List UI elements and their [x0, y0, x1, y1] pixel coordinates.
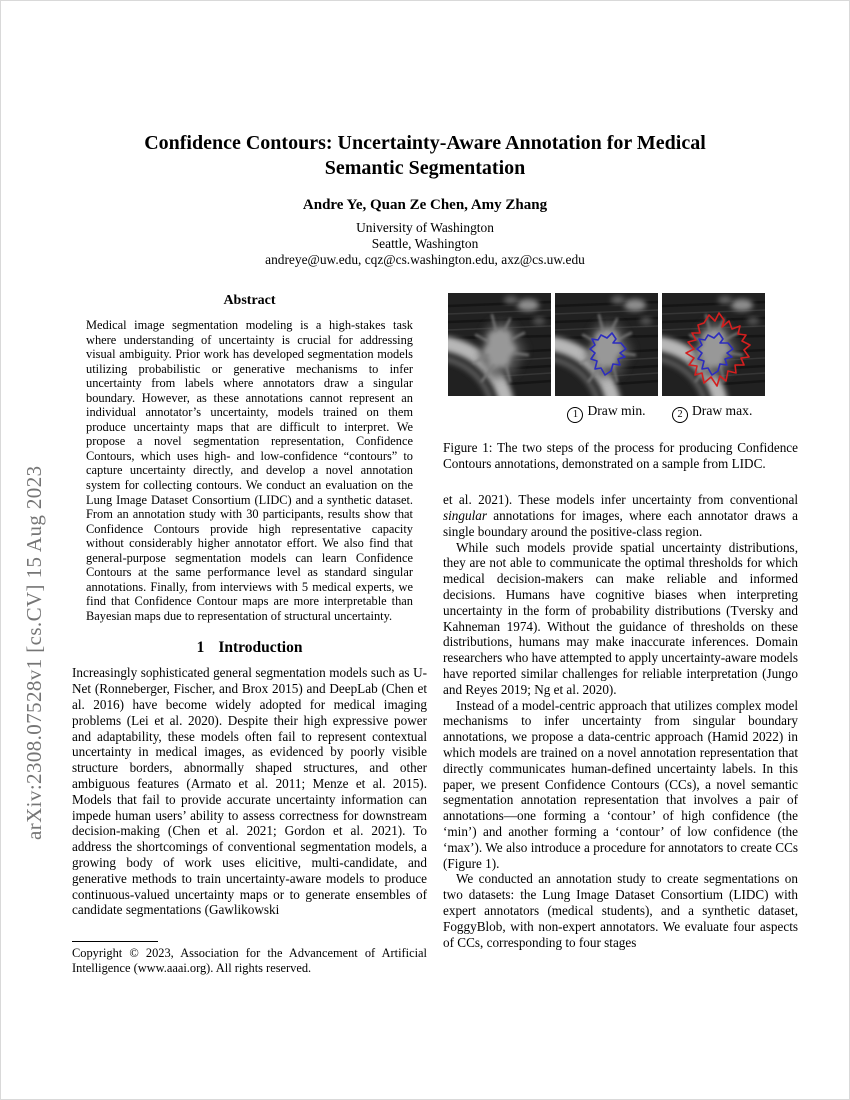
arxiv-identifier: arXiv:2308.07528v1 [cs.CV] 15 Aug 2023 — [22, 465, 46, 840]
paragraph-3: Instead of a model-centric approach that utilizes complex model mechanisms to infer uncertainty from singular boundary annotations, we propose a data-centric approach (Hamid 2022) in which models are trained on a novel annotation representation that directly communicates human-defined uncertainty labels. In this paper, we present Confidence Contours (CCs), a novel semantic segmentation annotation representation that involves a pair of annotations—one forming a ‘contour’ of high confidence (the ‘min’) and another forming a ‘contour’ of low confidence (the ‘max’). We also introduce a procedure for annotators to create CCs (Figure 1). — [443, 697, 798, 871]
left-column — [72, 293, 427, 918]
figure1-panel-min-contour-ct-image — [555, 293, 658, 396]
italic-word-singular: singular — [443, 507, 487, 523]
paragraph-2: While such models provide spatial uncertainty distributions, they are not able to communicate the optimal thresholds for which medical decision-makers can make reliable and informed decisions. Humans have cognitive biases when interpreting uncertainty in the form of probability distributions (Tversky and Kahneman 1974). Without the guidance of thresholds on these distributions, humans may make inaccurate inferences. Domain researchers who have attempted to apply uncertainty-aware models have reported similar challenges for reliable interpretation (Jungo and Reyes 2019; Ng et al. 2020). — [443, 539, 798, 697]
introduction-paragraph-1: Increasingly sophisticated general segmentation models such as U-Net (Ronneberger, Fischer, and Brox 2015) and DeepLab (Chen et al. 2016) have become widely adopted for medical imaging problems (Lei et al. 2020). Despite their high expressive power and adaptability, these models often fail to represent contextual uncertainty in medical images, as evidenced by poorly visible structure borders, abnormally shaped structures, and other ambiguous features (Armato et al. 2011; Menze et al. 2015). Models that fail to provide accurate uncertainty information can impede human users’ ability to assess correctness for downstream decision-making (Chen et al. 2021; Gordon et al. 2021). To address the shortcomings of conventional segmentation models, a growing body of work uses elicitive, multi-candidate, and generative methods to train uncertainty-aware models to produce continuous-valued uncertainty maps or to generate ensembles of candidate segmentations (Gawlikowski — [72, 665, 427, 918]
section-heading-introduction — [72, 639, 427, 657]
abstract-body: Medical image segmentation modeling is a high-stakes task where understanding of uncertainty is crucial for addressing visual ambiguity. Prior work has developed segmentation models utilizing probabilistic or generative mechanisms to infer uncertainty from labels where annotators draw a singular boundary. However, as these annotations cannot represent an individual annotator’s uncertainty, models trained on them produce uncertainty maps that are difficult to interpret. We propose a novel segmentation representation, Confidence Contours, which uses high- and low-confidence “contours” to capture uncertainty directly, and develop a novel annotation system for collecting contours. We conduct an evaluation on the Lung Image Dataset Consortium (LIDC) and a synthetic dataset. From an annotation study with 30 participants, results show that Confidence Contours provide high representative capacity without considerably higher annotator effort. We also find that general-purpose segmentation models can learn Confidence Contours at the same performance level as standard singular annotations. Finally, from interviews with 5 medical experts, we find that Confidence Contour maps are more interpretable than Bayesian maps due to representation of structural uncertainty. — [86, 318, 413, 623]
figure1-caption: Figure 1: The two steps of the process for producing Confidence Contours annotations, demonstrated on a sample from LIDC. — [443, 440, 798, 471]
figure1-step-labels — [448, 403, 765, 423]
figure1-step2-label: 2 Draw max. — [659, 403, 765, 423]
copyright-footnote — [72, 941, 427, 975]
paragraph-4: We conducted an annotation study to create segmentations on two datasets: the Lung Image Dataset Consortium (LIDC) with expert annotators (medical students), and a synthetic dataset, FoggyBlob, with non-expert annotators. We evaluate four aspects of CCs, corresponding to four stages — [443, 871, 798, 950]
right-column — [443, 293, 798, 950]
affiliation-block — [0, 220, 850, 267]
figure1-step1-label: 1 Draw min. — [554, 403, 660, 423]
copyright-text: Copyright © 2023, Association for the Advancement of Artificial Intelligence (www.aaai.org). All rights reserved. — [72, 946, 427, 975]
section-title: Introduction — [218, 639, 303, 657]
paper-header — [0, 131, 850, 267]
section-number: 1 — [196, 639, 205, 657]
paragraph-continuation: et al. 2021). These models infer uncertainty from conventional singular annotations for images, where each annotator draws a single boundary around the positive-class region. — [443, 492, 798, 539]
paper-title: Confidence Contours: Uncertainty-Aware Annotation for Medical Semantic Segmentation — [144, 132, 706, 179]
circled-number-1-icon: 1 — [567, 407, 583, 423]
figure1-panels — [448, 293, 765, 396]
figure1-panel-max-contour-ct-image — [662, 293, 765, 396]
figure1-panel-original-ct-image — [448, 293, 551, 396]
right-column-text — [443, 492, 798, 950]
abstract-heading: Abstract — [223, 293, 276, 308]
author-emails: andreye@uw.edu, cqz@cs.washington.edu, axz@cs.uw.edu — [265, 251, 585, 267]
circled-number-2-icon: 2 — [672, 407, 688, 423]
affiliation-city: Seattle, Washington — [371, 235, 479, 251]
affiliation-institution: University of Washington — [356, 220, 494, 235]
author-list: Andre Ye, Quan Ze Chen, Amy Zhang — [302, 197, 548, 213]
footnote-rule — [72, 941, 158, 942]
